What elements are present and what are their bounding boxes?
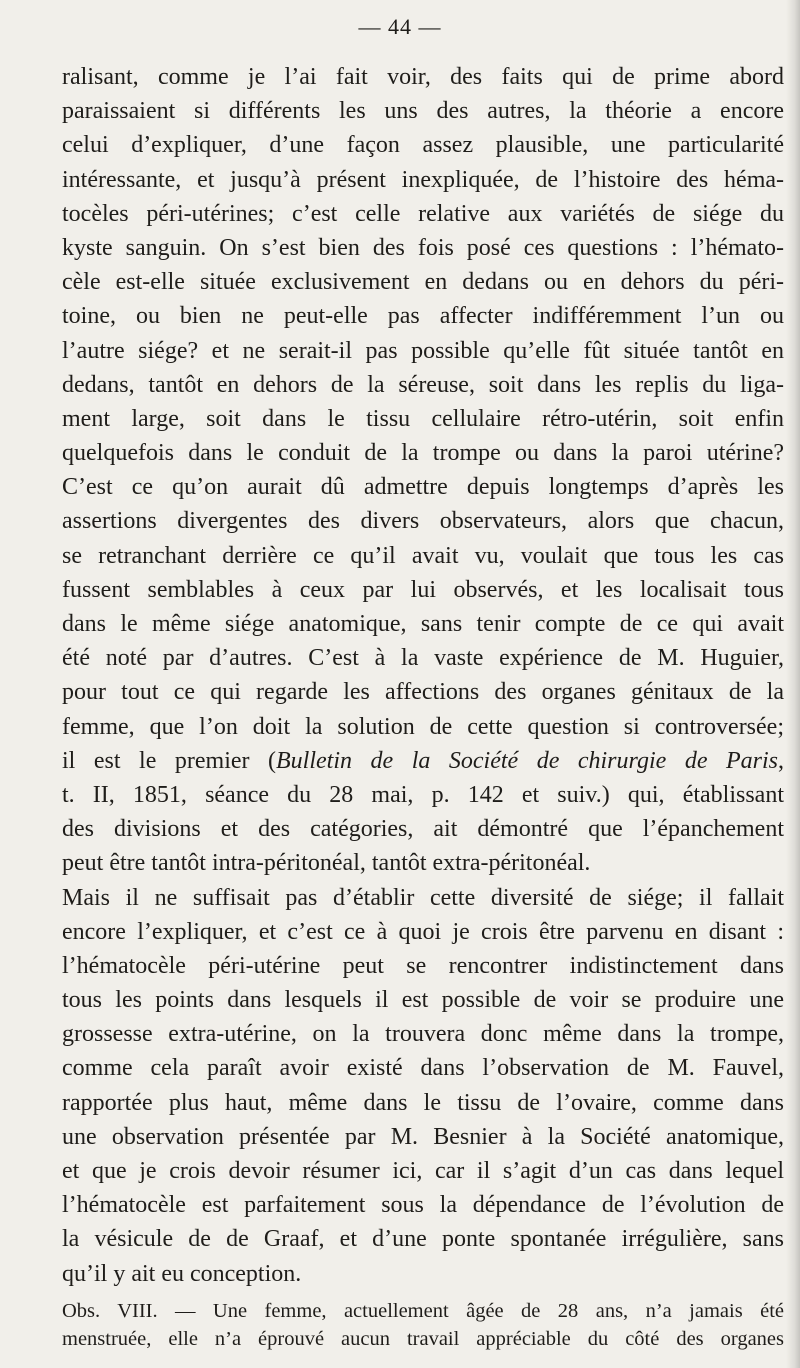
text-line: cèle est-elle située exclusivement en dedans ou en dehors du péri- (62, 269, 784, 296)
text-line: kyste sanguin. On s’est bien des fois posé ces questions : l’hémato- (62, 234, 784, 261)
citation-journal-title: Bulletin de la Société de chirurgie de Paris (276, 747, 778, 774)
text-line: tocèles péri-utérines; c’est celle relative aux variétés de siége du (62, 200, 784, 227)
text-line: se retranchant derrière ce qu’il avait vu, voulait que tous les cas (62, 542, 784, 569)
text-line: assertions divergentes des divers observateurs, alors que chacun, (62, 508, 784, 535)
citation-suffix: , (778, 747, 784, 774)
text-line: l’hématocèle péri-utérine peut se rencontrer indistinctement dans (62, 952, 784, 979)
text-line: rapportée plus haut, même dans le tissu de l’ovaire, comme dans (62, 1089, 784, 1116)
text-line: l’autre siége? et ne serait-il pas possible qu’elle fût située tantôt en (62, 337, 784, 364)
observation-line: Obs. VIII. — Une femme, actuellement âgée de 28 ans, n’a jamais été (62, 1299, 784, 1322)
text-line: paraissaient si différents les uns des autres, la théorie a encore (62, 98, 784, 125)
text-line: quelquefois dans le conduit de la trompe ou dans la paroi utérine? (62, 440, 784, 467)
text-line: comme cela paraît avoir existé dans l’observation de M. Fauvel, (62, 1055, 784, 1082)
text-line: tous les points dans lesquels il est possible de voir se produire une (62, 987, 784, 1014)
citation-line (62, 744, 784, 778)
text-line: celui d’expliquer, d’une façon assez plausible, une particularité (62, 132, 784, 159)
text-line: une observation présentée par M. Besnier à la Société anatomique, (62, 1123, 784, 1150)
citation-prefix: il est le premier ( (62, 747, 277, 774)
text-line: femme, que l’on doit la solution de cette question si controversée; (62, 713, 784, 740)
text-line: et que je crois devoir résumer ici, car il s’agit d’un cas dans lequel (62, 1158, 784, 1184)
text-line: dans le même siége anatomique, sans tenir compte de ce qui avait (62, 611, 784, 637)
body-text (62, 60, 784, 1353)
text-line: ment large, soit dans le tissu cellulaire rétro-utérin, soit enfin (62, 405, 784, 432)
text-line: dedans, tantôt en dehors de la séreuse, soit dans les replis du liga- (62, 371, 784, 398)
text-line: l’hématocèle est parfaitement sous la dépendance de l’évolution de (62, 1192, 784, 1219)
text-line: Mais il ne suffisait pas d’établir cette diversité de siége; il fallait (62, 884, 784, 911)
text-line: toine, ou bien ne peut-elle pas affecter indifféremment l’un ou (62, 303, 784, 330)
text-line: ralisant, comme je l’ai fait voir, des faits qui de prime abord (62, 64, 784, 90)
page-edge-shadow (786, 0, 800, 1368)
text-line: intéressante, et jusqu’à présent inexpliquée, de l’histoire des héma- (62, 166, 784, 193)
text-line: fussent semblables à ceux par lui observés, et les localisait tous (62, 576, 784, 603)
text-line: qu’il y ait eu conception. (62, 1260, 302, 1287)
text-line: grossesse extra-utérine, on la trouvera donc même dans la trompe, (62, 1021, 784, 1048)
text-line: la vésicule de de Graaf, et d’une ponte spontanée irrégulière, sans (62, 1226, 784, 1253)
text-line: t. II, 1851, séance du 28 mai, p. 142 et suiv.) qui, établissant (62, 781, 784, 808)
text-line: peut être tantôt intra-péritonéal, tantôt extra-péritonéal. (62, 850, 591, 877)
text-line: pour tout ce qui regarde les affections des organes génitaux de la (62, 679, 784, 706)
text-line: des divisions et des catégories, ait démontré que l’épanchement (62, 816, 784, 843)
text-line: été noté par d’autres. C’est à la vaste expérience de M. Huguier, (62, 645, 784, 672)
text-line: C’est ce qu’on aurait dû admettre depuis longtemps d’après les (62, 474, 784, 501)
page-number: — 44 — (358, 14, 442, 39)
text-line: encore l’expliquer, et c’est ce à quoi je crois être parvenu en disant : (62, 918, 784, 945)
observation-line: menstruée, elle n’a éprouvé aucun travail appréciable du côté des organes (62, 1327, 784, 1350)
